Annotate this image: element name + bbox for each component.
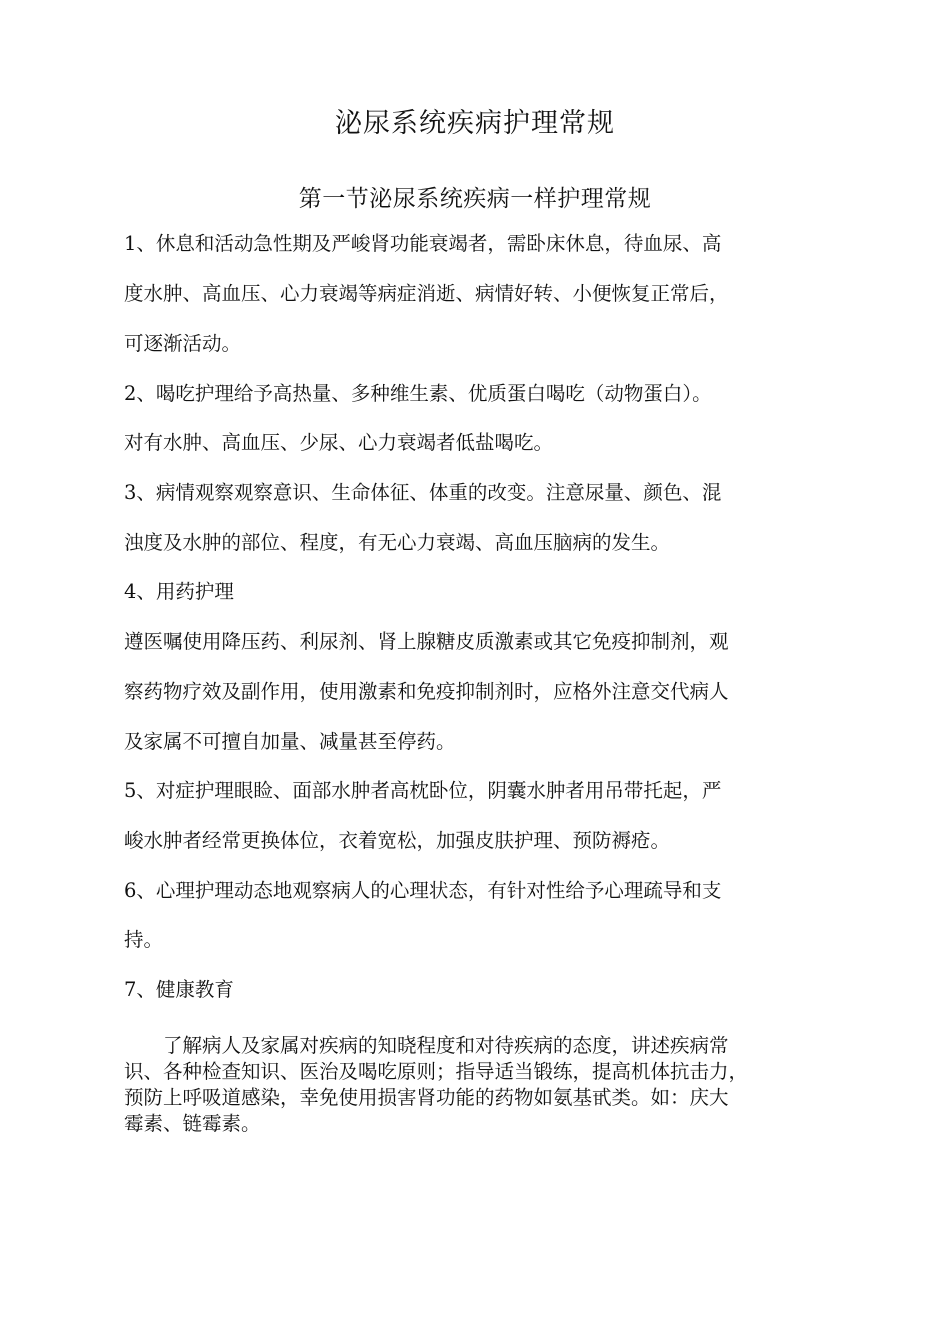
text-line: 遵医嘱使用降压药、利尿剂、肾上腺糖皮质激素或其它免疫抑制剂，观 xyxy=(124,630,729,653)
education-line: 预防上呼吸道感染，幸免使用损害肾功能的药物如氨基甙类。如：庆大 xyxy=(124,1086,729,1109)
text-line: 察药物疗效及副作用，使用激素和免疫抑制剂时，应格外注意交代病人 xyxy=(124,680,729,703)
text-line: 峻水肿者经常更换体位，衣着宽松，加强皮肤护理、预防褥疮。 xyxy=(124,829,671,852)
text-line: 5、对症护理眼睑、面部水肿者高枕卧位，阴囊水肿者用吊带托起，严 xyxy=(124,779,722,802)
text-line: 持。 xyxy=(124,928,164,951)
text-line: 浊度及水肿的部位、程度，有无心力衰竭、高血压脑病的发生。 xyxy=(124,531,671,554)
section-title: 第一节泌尿系统疾病一样护理常规 xyxy=(298,186,652,212)
education-line: 霉素、链霉素。 xyxy=(124,1112,261,1135)
education-line: 识、各种检查知识、医治及喝吃原则；指导适当锻练，提高机体抗击力， xyxy=(124,1060,749,1083)
text-line: 6、心理护理动态地观察病人的心理状态，有针对性给予心理疏导和支 xyxy=(124,879,722,902)
text-line: 3、病情观察观察意识、生命体征、体重的改变。注意尿量、颜色、混 xyxy=(124,481,722,504)
education-line: 了解病人及家属对疾病的知晓程度和对待疾病的态度，讲述疾病常 xyxy=(124,1034,729,1057)
text-line: 及家属不可擅自加量、减量甚至停药。 xyxy=(124,730,456,753)
text-line: 1、休息和活动急性期及严峻肾功能衰竭者，需卧床休息，待血尿、高 xyxy=(124,232,722,255)
text-line: 可逐渐活动。 xyxy=(124,332,242,355)
text-line: 7、健康教育 xyxy=(124,978,234,1001)
text-line: 4、用药护理 xyxy=(124,580,234,603)
document-title: 泌尿系统疾病护理常规 xyxy=(335,108,615,139)
text-line: 2、喝吃护理给予高热量、多种维生素、优质蛋白喝吃（动物蛋白）。 xyxy=(124,382,712,405)
text-line: 度水肿、高血压、心力衰竭等病症消逝、病情好转、小便恢复正常后， xyxy=(124,282,729,305)
text-line: 对有水肿、高血压、少尿、心力衰竭者低盐喝吃。 xyxy=(124,431,554,454)
